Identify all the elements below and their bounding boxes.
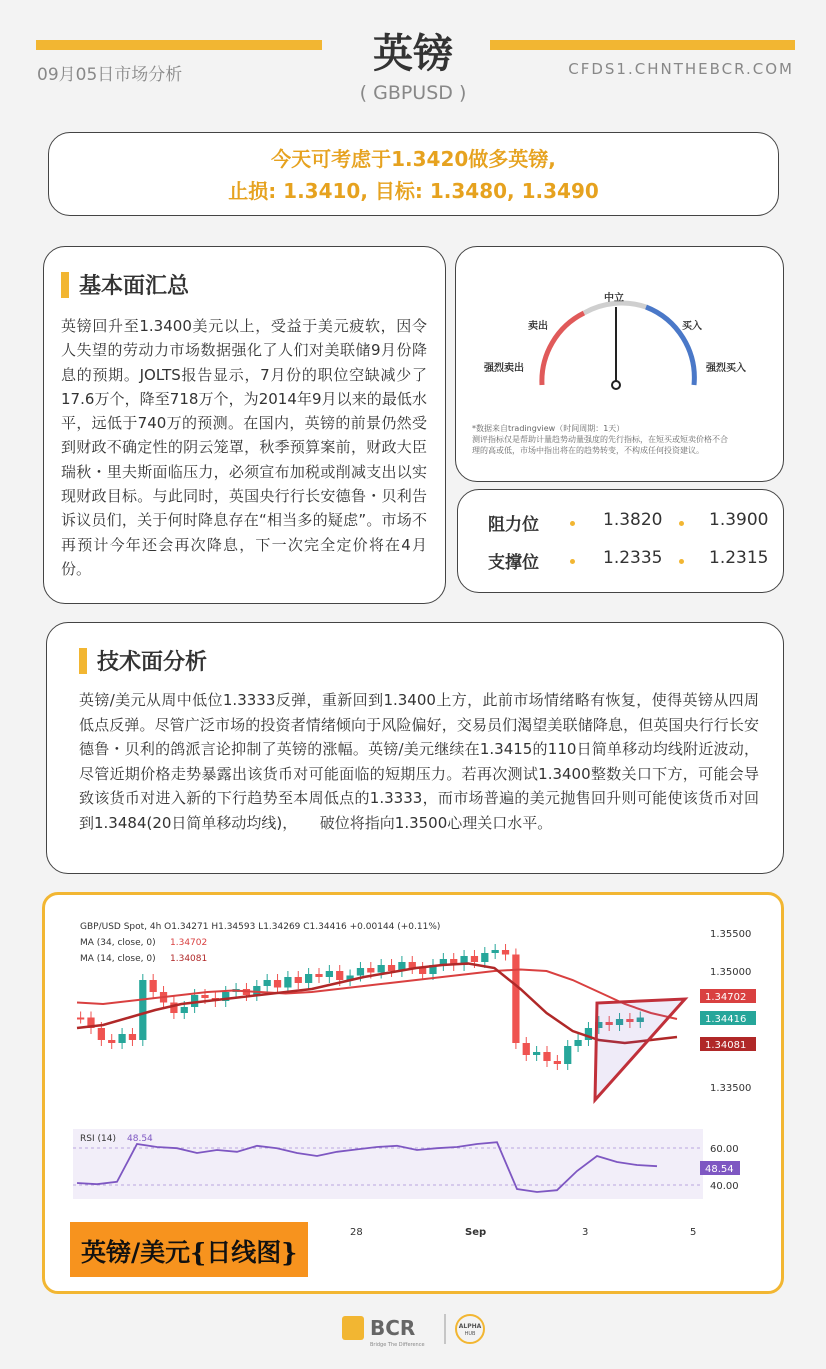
gauge-label-strong-buy: 强烈买入 xyxy=(706,363,746,374)
rsi-tick: 40.00 xyxy=(710,1181,739,1192)
support-row xyxy=(458,548,785,578)
candle xyxy=(315,974,322,977)
support-resistance-card xyxy=(457,489,784,593)
resistance-row xyxy=(458,510,785,540)
candle xyxy=(543,1052,550,1061)
candle xyxy=(305,974,312,983)
heading-marker xyxy=(79,648,87,674)
gauge-dial xyxy=(456,247,782,417)
time-tick: 3 xyxy=(582,1227,589,1238)
brand-name: BCR xyxy=(370,1316,416,1340)
rsi-pane xyxy=(73,1129,703,1199)
partner-line-2: HUB xyxy=(464,1331,476,1337)
fundamental-body: 英镑回升至1.3400美元以上，受益于美元疲软，因令人失望的劳动力市场数据强化了人们对美联储9月份降息的预期。JOLTS报告显示，7月份的职位空缺减少了17.6万个，降至718万个，为2014年9月以来的最低水平，远低于740万的预测。在国内，英镑的前景仍然受到财政不确定性的阴云笼罩，秋季预算案前，财政大臣瑞秋・里夫斯面临压力，必须宣布加税或削减支出以实现财政目标。与此同时，英国央行行长安德鲁・贝利告诉议员们，关于何时降息存在“相当多的疑虑”。市场不再预计今年还会再次降息，下一次完全定价将在4月份。 xyxy=(61,317,427,578)
candle xyxy=(139,980,146,1040)
sentiment-gauge-card xyxy=(455,246,784,482)
gauge-note-1: *数据来自tradingview（时间周期：1天） xyxy=(472,424,625,433)
technical-body: 英镑/美元从周中低位1.3333反弹，重新回到1.3400上方，此前市场情绪略有恢复，使得英镑从四周低点反弹。尽管广泛市场的投资者情绪倾向于风险偏好，交易员们渴望美联储降息，但英国央行行长安德鲁・贝利的鸽派言论抑制了英镑的涨幅。英镑/美元继续在1.3415的110日简单移动均线附近波动，尽管近期价格走势暴露出该货币对可能面临的短期压力。若再次测试1.3400整数关口下方，可能会导致该货币对进入新的下行趋势至本周低点的1.3333，而市场普遍的美元抛售回升则可能使该货币对回到1.3484(20日简单移动均线)， 破位将指向1.3500心理关口水平。 xyxy=(79,691,759,832)
candle xyxy=(98,1028,105,1040)
candle xyxy=(512,955,519,1044)
candle xyxy=(419,968,426,974)
candle xyxy=(181,1007,188,1013)
candle xyxy=(533,1052,540,1055)
candle xyxy=(502,950,509,955)
gauge-label-sell: 卖出 xyxy=(528,321,548,332)
candle xyxy=(378,965,385,973)
fundamental-heading-text: 基本面汇总 xyxy=(79,274,190,299)
brand-slogan: Bridge The Difference xyxy=(370,1342,425,1348)
website-link[interactable]: CFDS1.CHNTHEBCR.COM xyxy=(568,60,794,78)
resistance-1: 1.3820 xyxy=(603,510,663,530)
rsi-tag-text: 48.54 xyxy=(705,1164,734,1175)
candle xyxy=(253,986,260,995)
price-tag-last-text: 1.34416 xyxy=(705,1014,747,1025)
candle xyxy=(336,971,343,980)
gauge-label-strong-sell: 强烈卖出 xyxy=(484,363,524,374)
candle xyxy=(274,980,281,988)
trade-recommendation xyxy=(48,132,779,216)
rsi-legend: RSI (14) xyxy=(80,1134,116,1144)
candle xyxy=(471,956,478,962)
candle xyxy=(108,1040,115,1043)
footer xyxy=(0,1310,826,1350)
price-tag-ma14-text: 1.34081 xyxy=(705,1040,747,1051)
price-tag-ma34-text: 1.34702 xyxy=(705,992,747,1003)
candle xyxy=(150,980,157,992)
time-tick: 5 xyxy=(690,1227,697,1238)
recommendation-line-2: 止损: 1.3410, 目标: 1.3480, 1.3490 xyxy=(228,179,599,203)
candle xyxy=(357,968,364,976)
candle xyxy=(481,953,488,962)
gauge-label-buy: 买入 xyxy=(682,321,702,332)
candle xyxy=(326,971,333,977)
ma34-legend: MA (34, close, 0) xyxy=(80,938,156,948)
rsi-legend-value: 48.54 xyxy=(127,1134,153,1144)
gauge-disclaimer xyxy=(472,423,772,456)
partner-line-1: ALPHA xyxy=(458,1323,482,1330)
ma14-legend: MA (14, close, 0) xyxy=(80,954,156,964)
support-1: 1.2335 xyxy=(603,548,663,568)
candle xyxy=(77,1018,84,1020)
footer-logos xyxy=(0,1310,826,1350)
resistance-label: 阻力位 xyxy=(488,515,539,535)
ma34-legend-value: 1.34702 xyxy=(170,938,208,948)
candle xyxy=(564,1046,571,1064)
fundamental-heading xyxy=(61,269,427,300)
candle xyxy=(295,977,302,983)
chart-caption: 英镑/美元{日线图} xyxy=(81,1238,298,1267)
report-date: 09月05日市场分析 xyxy=(37,65,183,85)
gauge-note-2: 测评指标仅是帮助计量趋势动量强度的先行指标，在短买或短卖价格不合 xyxy=(472,435,728,444)
resistance-2: 1.3900 xyxy=(709,510,769,530)
technical-analysis-card xyxy=(46,622,784,874)
candle xyxy=(574,1040,581,1046)
price-tick: 1.35000 xyxy=(710,967,752,978)
support-2: 1.2315 xyxy=(709,548,769,568)
candle xyxy=(492,950,499,953)
gauge-note-3: 理的高或低，市场中指出将在的趋势转变，不构成任何投资建议。 xyxy=(472,446,704,455)
chart-header: GBP/USD Spot, 4h O1.34271 H1.34593 L1.34269 C1.34416 +0.00144 (+0.11%) xyxy=(80,922,441,932)
bullet-icon xyxy=(679,559,684,564)
time-tick: Sep xyxy=(465,1227,487,1238)
price-chart xyxy=(45,895,781,1291)
heading-marker xyxy=(61,272,69,298)
price-chart-card xyxy=(42,892,784,1294)
bullet-icon xyxy=(570,559,575,564)
time-tick: 28 xyxy=(350,1227,363,1238)
candle xyxy=(554,1061,561,1064)
gauge-arc-sell xyxy=(542,313,584,385)
bullet-icon xyxy=(570,521,575,526)
gauge-label-neutral: 中立 xyxy=(604,293,624,304)
technical-heading xyxy=(79,645,759,676)
rsi-tick: 60.00 xyxy=(710,1144,739,1155)
technical-heading-text: 技术面分析 xyxy=(97,650,208,675)
candle xyxy=(284,977,291,988)
gauge-pivot xyxy=(612,381,620,389)
candle xyxy=(523,1043,530,1055)
page-subtitle: ( GBPUSD ) xyxy=(359,82,467,104)
candle xyxy=(388,965,395,971)
ma14-legend-value: 1.34081 xyxy=(170,954,208,964)
candle xyxy=(367,968,374,973)
recommendation-line-1: 今天可考虑于1.3420做多英镑, xyxy=(271,147,556,171)
candle xyxy=(118,1034,125,1043)
price-tick: 1.35500 xyxy=(710,929,752,940)
price-tick: 1.33500 xyxy=(710,1083,752,1094)
candle xyxy=(129,1034,136,1040)
bcr-logo-icon xyxy=(342,1316,364,1340)
support-label: 支撑位 xyxy=(488,553,539,573)
bullet-icon xyxy=(679,521,684,526)
candle xyxy=(201,995,208,998)
fundamental-summary-card xyxy=(43,246,446,604)
candle xyxy=(264,980,271,986)
page-title: 英镑 xyxy=(373,31,453,77)
